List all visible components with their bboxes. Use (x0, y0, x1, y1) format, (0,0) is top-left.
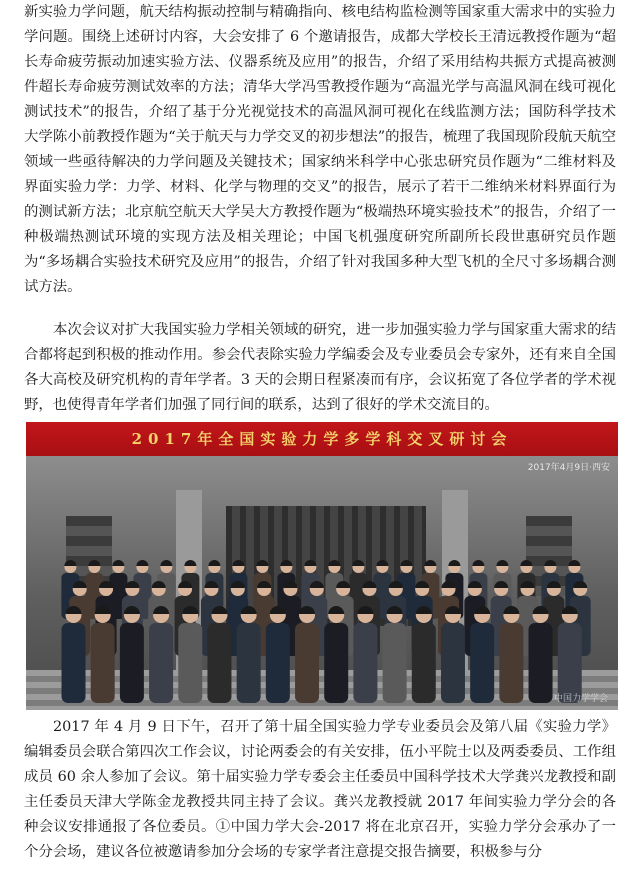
photo-banner: 2017年全国实验力学多学科交叉研讨会 (26, 422, 618, 456)
photo-watermark: 中国力学学会 (553, 694, 608, 704)
body-paragraph-3: 2017 年 4 月 9 日下午，召开了第十届全国实验力学专业委员会及第八届《实验力学》编辑委员会联合第四次工作会议，讨论两委会的有关安排，伍小平院士以及两委委员、工作组成员 60 余人参加了会议。第十届实验力学专委会主任委员中国科学技术大学龚兴龙教授和副主任委员天津大学陈金龙教授共同主持了会议。龚兴龙教授就 2017 年间实验力学分会的各种会议安排通报了各位委员。①中国力学大会-2017 将在北京召开，实验力学分会承办了一个分会场，建议各位被邀请参加分会场的专家学者注意提交报告摘要，积极参与分 (24, 719, 616, 860)
body-paragraph-1: 新实验力学问题，航天结构振动控制与精确指向、核电结构监检测等国家重大需求中的实验力学问题。围绕上述研讨内容，大会安排了 6 个邀请报告，成都大学校长王清远教授作题为“超长寿命疲劳振动加速实验方法、仪器系统及应用”的报告，介绍了采用结构共振方式提高被测件超长寿命疲劳测试效率的方法；清华大学冯雪教授作题为“高温光学与高温风洞在线可视化测试技术”的报告，介绍了基于分光视觉技术的高温风洞可视化在线监测方法；国防科学技术大学陈小前教授作题为“关于航天与力学交叉的初步想法”的报告，梳理了我国现阶段航天航空领域一些亟待解决的力学问题及关键技术；国家纳米科学中心张忠研究员作题为“二维材料及界面实验力学：力学、材料、化学与物理的交叉”的报告，展示了若干二维纳米材料界面行为的测试新方法；北京航空航天大学吴大方教授作题为“极端热环境实验技术”的报告，介绍了一种极端热测试环境的实现方法及相关理论；中国飞机强度研究所副所长段世惠研究员作题为“多场耦合实验技术研究及应用”的报告，介绍了针对我国多种大型飞机的全尺寸多场耦合测试方法。 (24, 4, 616, 295)
body-paragraph-2: 本次会议对扩大我国实验力学相关领域的研究，进一步加强实验力学与国家重大需求的结合都将起到积极的推动作用。参会代表除实验力学编委会及专业委员会专家外，还有来自全国各大高校及研究机构的青年学者。3 天的会期日程紧凑而有序，会议拓宽了各位学者的学术视野，也使得青年学者们加强了同行间的联系，达到了很好的学术交流目的。 (24, 322, 616, 413)
photo-banner-date: 2017年4月9日·西安 (527, 463, 610, 473)
crowd-of-attendees (56, 537, 596, 707)
group-photo (26, 422, 618, 710)
